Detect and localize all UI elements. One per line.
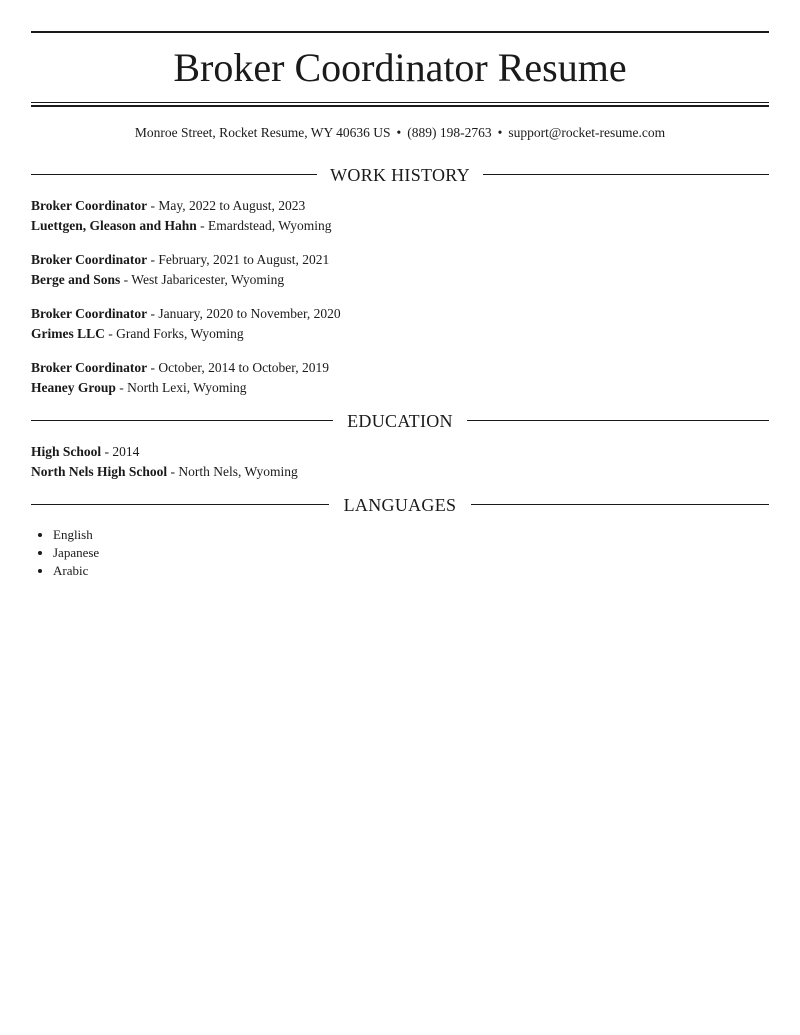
resume-title: Broker Coordinator Resume — [173, 45, 627, 90]
education-degree-line — [31, 442, 769, 462]
contact-phone: (889) 198-2763 — [407, 125, 492, 140]
language-item: • English — [53, 526, 99, 544]
heading-rule-right — [483, 174, 769, 175]
job-title: Broker Coordinator — [31, 360, 148, 375]
section-title: WORK HISTORY — [330, 165, 470, 185]
title-rule-thick — [31, 105, 769, 107]
job-location: Grand Forks, Wyoming — [116, 326, 244, 341]
job-entry — [31, 358, 769, 398]
dash: - — [104, 326, 117, 341]
job-dates: January, 2020 to November, 2020 — [158, 306, 341, 321]
dash: - — [147, 252, 159, 267]
education-degree: High School — [31, 444, 102, 459]
section-heading-education — [31, 409, 769, 433]
dash: - — [167, 464, 179, 479]
section-heading-languages — [31, 493, 769, 517]
dash: - — [147, 198, 159, 213]
job-title-line — [31, 196, 769, 216]
job-company-line — [31, 216, 769, 236]
job-company-line — [31, 270, 769, 290]
job-title: Broker Coordinator — [31, 252, 148, 267]
education-school-line — [31, 462, 769, 482]
section-title: EDUCATION — [347, 411, 453, 431]
bullet-separator: • — [497, 125, 503, 140]
job-company: Berge and Sons — [31, 272, 121, 287]
job-entry — [31, 304, 769, 344]
job-entry — [31, 250, 769, 290]
job-location: West Jabaricester, Wyoming — [131, 272, 285, 287]
job-dates: February, 2021 to August, 2021 — [158, 252, 330, 267]
contact-email[interactable]: support@rocket-resume.com — [508, 125, 666, 140]
heading-rule-right — [467, 420, 769, 421]
education-location: North Nels, Wyoming — [178, 464, 298, 479]
job-company: Luettgen, Gleason and Hahn — [31, 218, 197, 233]
bullet-separator: • — [396, 125, 402, 140]
contact-address: Monroe Street, Rocket Resume, WY 40636 US — [134, 125, 391, 140]
job-company: Grimes LLC — [31, 326, 105, 341]
job-title-line — [31, 358, 769, 378]
job-title-line — [31, 304, 769, 324]
job-dates: October, 2014 to October, 2019 — [158, 360, 330, 375]
job-entry — [31, 196, 769, 236]
section-title: LANGUAGES — [343, 495, 457, 515]
education-year: 2014 — [112, 444, 140, 459]
job-location: Emardstead, Wyoming — [208, 218, 332, 233]
education-school: North Nels High School — [31, 464, 168, 479]
heading-rule-right — [471, 504, 769, 505]
job-company: Heaney Group — [31, 380, 116, 395]
languages-list — [31, 526, 99, 580]
education-entry — [31, 442, 769, 482]
dash: - — [120, 272, 132, 287]
job-title: Broker Coordinator — [31, 198, 148, 213]
dash: - — [196, 218, 209, 233]
language-item: • Japanese — [53, 544, 99, 562]
dash: - — [147, 360, 159, 375]
job-title: Broker Coordinator — [31, 306, 148, 321]
job-company-line — [31, 324, 769, 344]
title-rule-thin — [31, 102, 769, 103]
contact-line — [31, 124, 769, 142]
top-rule — [31, 31, 769, 33]
section-heading-work-history — [31, 163, 769, 187]
job-dates: May, 2022 to August, 2023 — [158, 198, 306, 213]
dash: - — [115, 380, 128, 395]
job-title-line — [31, 250, 769, 270]
language-item: • Arabic — [53, 562, 99, 580]
dash: - — [147, 306, 159, 321]
dash: - — [101, 444, 113, 459]
job-company-line — [31, 378, 769, 398]
job-location: North Lexi, Wyoming — [127, 380, 247, 395]
